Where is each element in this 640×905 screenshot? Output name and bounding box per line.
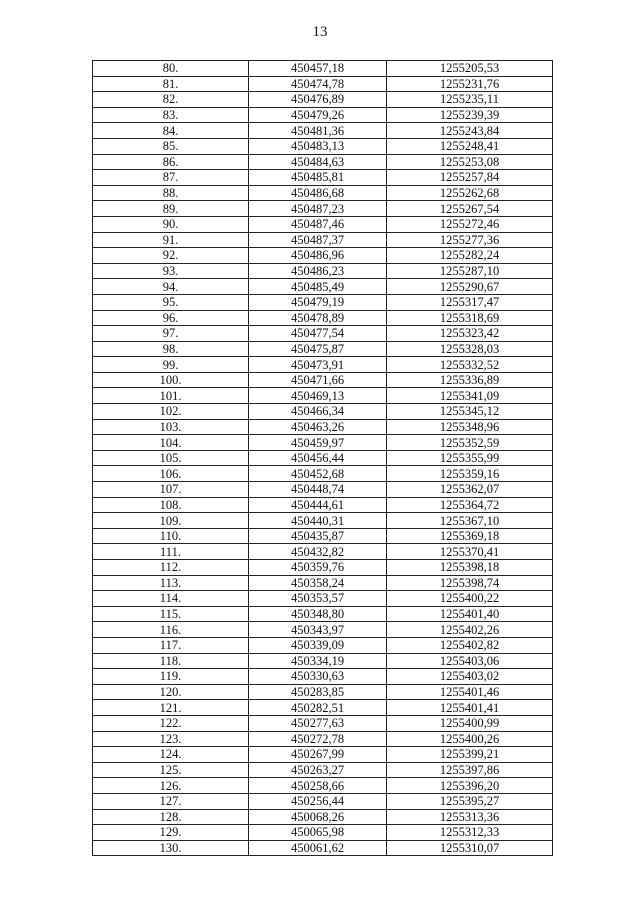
y-coordinate-cell: 1255400,22 — [387, 591, 553, 607]
x-coordinate-cell: 450459,97 — [249, 435, 387, 451]
x-coordinate-cell: 450485,81 — [249, 170, 387, 186]
table-row — [93, 201, 553, 217]
point-number-cell: 81. — [93, 76, 249, 92]
x-coordinate-cell: 450444,61 — [249, 497, 387, 513]
x-coordinate-cell: 450440,31 — [249, 513, 387, 529]
table-row — [93, 528, 553, 544]
x-coordinate-cell: 450457,18 — [249, 61, 387, 77]
table-row — [93, 326, 553, 342]
table-row — [93, 544, 553, 560]
x-coordinate-cell: 450068,26 — [249, 809, 387, 825]
point-number-cell: 85. — [93, 138, 249, 154]
x-coordinate-cell: 450272,78 — [249, 731, 387, 747]
x-coordinate-cell: 450282,51 — [249, 700, 387, 716]
y-coordinate-cell: 1255355,99 — [387, 450, 553, 466]
table-row — [93, 170, 553, 186]
y-coordinate-cell: 1255348,96 — [387, 419, 553, 435]
y-coordinate-cell: 1255231,76 — [387, 76, 553, 92]
point-number-cell: 91. — [93, 232, 249, 248]
y-coordinate-cell: 1255403,02 — [387, 669, 553, 685]
point-number-cell: 128. — [93, 809, 249, 825]
y-coordinate-cell: 1255277,36 — [387, 232, 553, 248]
x-coordinate-cell: 450487,37 — [249, 232, 387, 248]
table-row — [93, 232, 553, 248]
table-row — [93, 216, 553, 232]
y-coordinate-cell: 1255403,06 — [387, 653, 553, 669]
point-number-cell: 93. — [93, 263, 249, 279]
y-coordinate-cell: 1255401,46 — [387, 684, 553, 700]
y-coordinate-cell: 1255290,67 — [387, 279, 553, 295]
table-row — [93, 560, 553, 576]
point-number-cell: 110. — [93, 528, 249, 544]
table-row — [93, 404, 553, 420]
point-number-cell: 127. — [93, 793, 249, 809]
point-number-cell: 123. — [93, 731, 249, 747]
point-number-cell: 125. — [93, 762, 249, 778]
x-coordinate-cell: 450448,74 — [249, 482, 387, 498]
point-number-cell: 118. — [93, 653, 249, 669]
point-number-cell: 113. — [93, 575, 249, 591]
table-row — [93, 622, 553, 638]
y-coordinate-cell: 1255402,82 — [387, 637, 553, 653]
table-row — [93, 185, 553, 201]
table-row — [93, 76, 553, 92]
x-coordinate-cell: 450471,66 — [249, 372, 387, 388]
table-row — [93, 263, 553, 279]
table-row — [93, 138, 553, 154]
point-number-cell: 109. — [93, 513, 249, 529]
x-coordinate-cell: 450263,27 — [249, 762, 387, 778]
coordinates-table-body — [93, 61, 553, 856]
y-coordinate-cell: 1255205,53 — [387, 61, 553, 77]
y-coordinate-cell: 1255370,41 — [387, 544, 553, 560]
point-number-cell: 114. — [93, 591, 249, 607]
page-number: 13 — [312, 24, 328, 40]
x-coordinate-cell: 450256,44 — [249, 793, 387, 809]
table-row — [93, 435, 553, 451]
y-coordinate-cell: 1255345,12 — [387, 404, 553, 420]
y-coordinate-cell: 1255398,74 — [387, 575, 553, 591]
y-coordinate-cell: 1255262,68 — [387, 185, 553, 201]
point-number-cell: 104. — [93, 435, 249, 451]
point-number-cell: 80. — [93, 61, 249, 77]
x-coordinate-cell: 450479,26 — [249, 107, 387, 123]
x-coordinate-cell: 450358,24 — [249, 575, 387, 591]
x-coordinate-cell: 450435,87 — [249, 528, 387, 544]
x-coordinate-cell: 450432,82 — [249, 544, 387, 560]
table-row — [93, 341, 553, 357]
y-coordinate-cell: 1255323,42 — [387, 326, 553, 342]
table-row — [93, 591, 553, 607]
x-coordinate-cell: 450330,63 — [249, 669, 387, 685]
y-coordinate-cell: 1255267,54 — [387, 201, 553, 217]
x-coordinate-cell: 450484,63 — [249, 154, 387, 170]
table-row — [93, 92, 553, 108]
point-number-cell: 119. — [93, 669, 249, 685]
point-number-cell: 122. — [93, 715, 249, 731]
x-coordinate-cell: 450283,85 — [249, 684, 387, 700]
table-row — [93, 575, 553, 591]
table-row — [93, 606, 553, 622]
table-row — [93, 747, 553, 763]
point-number-cell: 121. — [93, 700, 249, 716]
x-coordinate-cell: 450353,57 — [249, 591, 387, 607]
point-number-cell: 84. — [93, 123, 249, 139]
x-coordinate-cell: 450479,19 — [249, 294, 387, 310]
x-coordinate-cell: 450277,63 — [249, 715, 387, 731]
y-coordinate-cell: 1255257,84 — [387, 170, 553, 186]
y-coordinate-cell: 1255328,03 — [387, 341, 553, 357]
point-number-cell: 97. — [93, 326, 249, 342]
point-number-cell: 105. — [93, 450, 249, 466]
x-coordinate-cell: 450483,13 — [249, 138, 387, 154]
y-coordinate-cell: 1255397,86 — [387, 762, 553, 778]
table-row — [93, 450, 553, 466]
point-number-cell: 112. — [93, 560, 249, 576]
table-row — [93, 669, 553, 685]
table-row — [93, 107, 553, 123]
point-number-cell: 129. — [93, 825, 249, 841]
point-number-cell: 126. — [93, 778, 249, 794]
x-coordinate-cell: 450466,34 — [249, 404, 387, 420]
x-coordinate-cell: 450348,80 — [249, 606, 387, 622]
x-coordinate-cell: 450481,36 — [249, 123, 387, 139]
y-coordinate-cell: 1255282,24 — [387, 248, 553, 264]
point-number-cell: 106. — [93, 466, 249, 482]
y-coordinate-cell: 1255398,18 — [387, 560, 553, 576]
y-coordinate-cell: 1255313,36 — [387, 809, 553, 825]
x-coordinate-cell: 450456,44 — [249, 450, 387, 466]
point-number-cell: 111. — [93, 544, 249, 560]
coordinates-table — [92, 60, 553, 856]
table-row — [93, 419, 553, 435]
x-coordinate-cell: 450267,99 — [249, 747, 387, 763]
point-number-cell: 92. — [93, 248, 249, 264]
x-coordinate-cell: 450474,78 — [249, 76, 387, 92]
x-coordinate-cell: 450065,98 — [249, 825, 387, 841]
point-number-cell: 99. — [93, 357, 249, 373]
table-row — [93, 248, 553, 264]
x-coordinate-cell: 450334,19 — [249, 653, 387, 669]
point-number-cell: 124. — [93, 747, 249, 763]
point-number-cell: 96. — [93, 310, 249, 326]
y-coordinate-cell: 1255253,08 — [387, 154, 553, 170]
y-coordinate-cell: 1255248,41 — [387, 138, 553, 154]
table-row — [93, 731, 553, 747]
y-coordinate-cell: 1255352,59 — [387, 435, 553, 451]
table-row — [93, 840, 553, 856]
table-row — [93, 700, 553, 716]
table-row — [93, 762, 553, 778]
point-number-cell: 130. — [93, 840, 249, 856]
point-number-cell: 101. — [93, 388, 249, 404]
point-number-cell: 90. — [93, 216, 249, 232]
point-number-cell: 108. — [93, 497, 249, 513]
y-coordinate-cell: 1255239,39 — [387, 107, 553, 123]
table-row — [93, 294, 553, 310]
table-row — [93, 388, 553, 404]
y-coordinate-cell: 1255312,33 — [387, 825, 553, 841]
y-coordinate-cell: 1255400,26 — [387, 731, 553, 747]
point-number-cell: 83. — [93, 107, 249, 123]
y-coordinate-cell: 1255362,07 — [387, 482, 553, 498]
x-coordinate-cell: 450359,76 — [249, 560, 387, 576]
x-coordinate-cell: 450061,62 — [249, 840, 387, 856]
point-number-cell: 120. — [93, 684, 249, 700]
y-coordinate-cell: 1255341,09 — [387, 388, 553, 404]
point-number-cell: 82. — [93, 92, 249, 108]
table-row — [93, 513, 553, 529]
x-coordinate-cell: 450487,23 — [249, 201, 387, 217]
table-row — [93, 497, 553, 513]
y-coordinate-cell: 1255401,41 — [387, 700, 553, 716]
x-coordinate-cell: 450485,49 — [249, 279, 387, 295]
point-number-cell: 115. — [93, 606, 249, 622]
y-coordinate-cell: 1255395,27 — [387, 793, 553, 809]
table-row — [93, 778, 553, 794]
point-number-cell: 117. — [93, 637, 249, 653]
y-coordinate-cell: 1255310,07 — [387, 840, 553, 856]
x-coordinate-cell: 450452,68 — [249, 466, 387, 482]
y-coordinate-cell: 1255396,20 — [387, 778, 553, 794]
table-row — [93, 482, 553, 498]
table-row — [93, 310, 553, 326]
point-number-cell: 116. — [93, 622, 249, 638]
x-coordinate-cell: 450258,66 — [249, 778, 387, 794]
point-number-cell: 94. — [93, 279, 249, 295]
x-coordinate-cell: 450478,89 — [249, 310, 387, 326]
table-row — [93, 279, 553, 295]
point-number-cell: 98. — [93, 341, 249, 357]
y-coordinate-cell: 1255401,40 — [387, 606, 553, 622]
point-number-cell: 102. — [93, 404, 249, 420]
table-row — [93, 825, 553, 841]
y-coordinate-cell: 1255287,10 — [387, 263, 553, 279]
x-coordinate-cell: 450486,96 — [249, 248, 387, 264]
table-row — [93, 154, 553, 170]
x-coordinate-cell: 450476,89 — [249, 92, 387, 108]
table-row — [93, 684, 553, 700]
x-coordinate-cell: 450487,46 — [249, 216, 387, 232]
x-coordinate-cell: 450477,54 — [249, 326, 387, 342]
y-coordinate-cell: 1255243,84 — [387, 123, 553, 139]
x-coordinate-cell: 450469,13 — [249, 388, 387, 404]
x-coordinate-cell: 450343,97 — [249, 622, 387, 638]
x-coordinate-cell: 450473,91 — [249, 357, 387, 373]
x-coordinate-cell: 450339,09 — [249, 637, 387, 653]
x-coordinate-cell: 450486,23 — [249, 263, 387, 279]
y-coordinate-cell: 1255332,52 — [387, 357, 553, 373]
x-coordinate-cell: 450475,87 — [249, 341, 387, 357]
table-row — [93, 653, 553, 669]
y-coordinate-cell: 1255367,10 — [387, 513, 553, 529]
x-coordinate-cell: 450486,68 — [249, 185, 387, 201]
y-coordinate-cell: 1255318,69 — [387, 310, 553, 326]
table-row — [93, 637, 553, 653]
y-coordinate-cell: 1255235,11 — [387, 92, 553, 108]
y-coordinate-cell: 1255369,18 — [387, 528, 553, 544]
y-coordinate-cell: 1255399,21 — [387, 747, 553, 763]
x-coordinate-cell: 450463,26 — [249, 419, 387, 435]
point-number-cell: 86. — [93, 154, 249, 170]
y-coordinate-cell: 1255272,46 — [387, 216, 553, 232]
point-number-cell: 95. — [93, 294, 249, 310]
table-row — [93, 793, 553, 809]
y-coordinate-cell: 1255359,16 — [387, 466, 553, 482]
y-coordinate-cell: 1255364,72 — [387, 497, 553, 513]
y-coordinate-cell: 1255402,26 — [387, 622, 553, 638]
table-row — [93, 123, 553, 139]
table-row — [93, 372, 553, 388]
point-number-cell: 88. — [93, 185, 249, 201]
point-number-cell: 100. — [93, 372, 249, 388]
table-row — [93, 357, 553, 373]
point-number-cell: 103. — [93, 419, 249, 435]
y-coordinate-cell: 1255400,99 — [387, 715, 553, 731]
point-number-cell: 89. — [93, 201, 249, 217]
table-row — [93, 715, 553, 731]
y-coordinate-cell: 1255317,47 — [387, 294, 553, 310]
point-number-cell: 87. — [93, 170, 249, 186]
table-row — [93, 809, 553, 825]
point-number-cell: 107. — [93, 482, 249, 498]
y-coordinate-cell: 1255336,89 — [387, 372, 553, 388]
table-row — [93, 466, 553, 482]
table-row — [93, 61, 553, 77]
